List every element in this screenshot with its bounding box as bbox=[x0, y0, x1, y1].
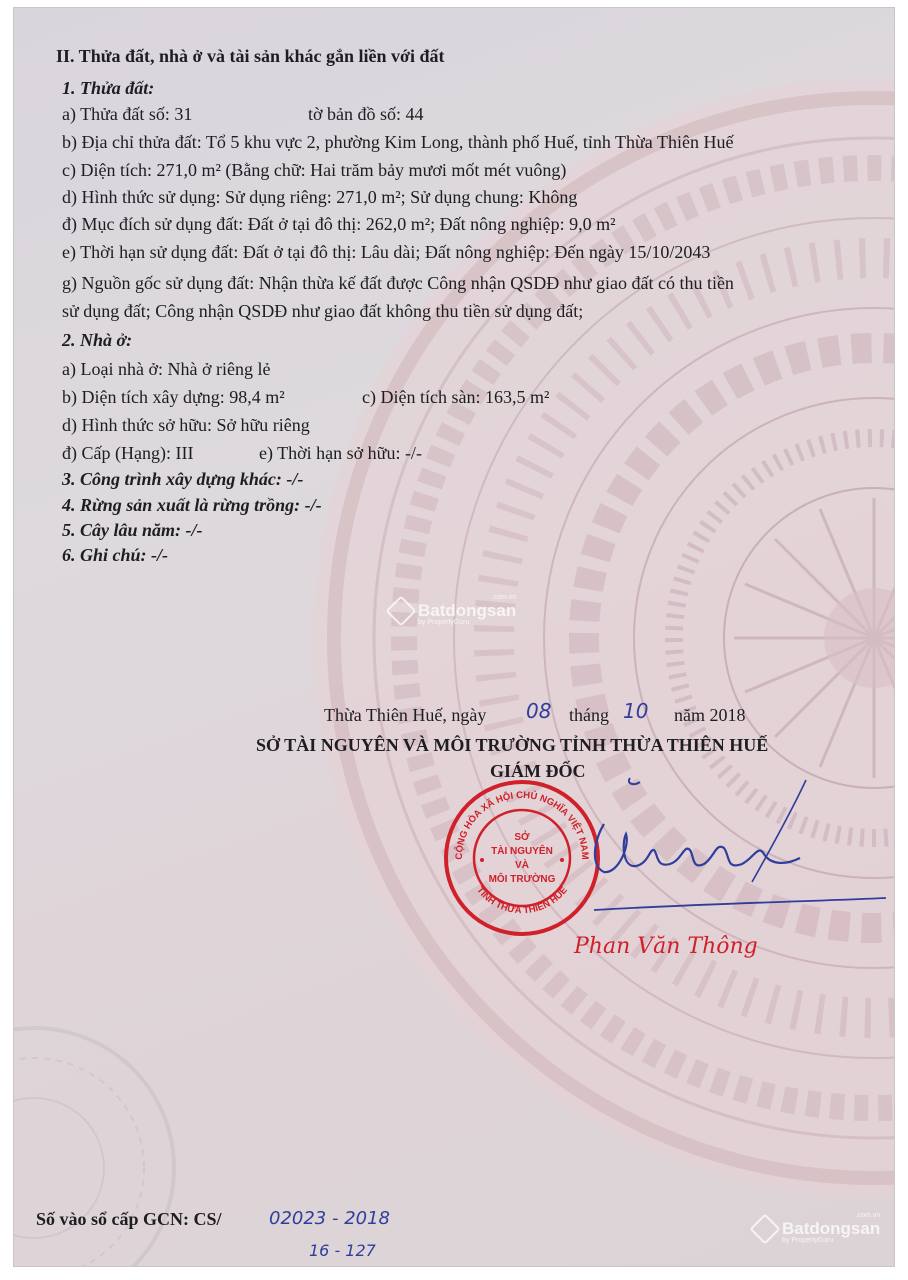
registration-label: Số vào sổ cấp GCN: CS/ bbox=[36, 1209, 222, 1229]
watermark-corner-brand: Batdongsan bbox=[782, 1219, 881, 1238]
section-title: II. Thửa đất, nhà ở và tài sản khác gắn liền với đất bbox=[56, 46, 445, 66]
watermark-corner-tag: by PropertyGuru bbox=[782, 1237, 834, 1244]
land-heading: 1. Thửa đất: bbox=[62, 78, 155, 98]
watermark-corner bbox=[754, 1212, 880, 1245]
watermark-corner-domain: .com.vn bbox=[855, 1212, 881, 1219]
stamp-line-4: MÔI TRƯỜNG bbox=[488, 874, 556, 885]
watermark-tag: by PropertyGuru bbox=[418, 619, 470, 626]
land-map-sheet: tờ bản đồ số: 44 bbox=[308, 104, 424, 124]
stamp-ring-bottom-text: TỈNH THỪA THIÊN HUẾ bbox=[474, 884, 570, 917]
house-floor-area: c) Diện tích sàn: 163,5 m² bbox=[362, 387, 550, 407]
house-ownership-term: e) Thời hạn sở hữu: -/- bbox=[259, 443, 422, 463]
land-use-form: d) Hình thức sử dụng: Sử dụng riêng: 271,0 m²; Sử dụng chung: Không bbox=[62, 187, 578, 207]
watermark-domain: .com.vn bbox=[491, 594, 517, 601]
other-perennial-trees: 5. Cây lâu năm: -/- bbox=[62, 520, 203, 540]
signing-month-label: tháng bbox=[569, 705, 609, 725]
signing-day: 08 bbox=[526, 699, 552, 723]
land-origin-line-2: sử dụng đất; Công nhận QSDĐ như giao đất không thu tiền sử dụng đất; bbox=[62, 301, 584, 321]
signing-year: năm 2018 bbox=[674, 705, 746, 725]
watermark-corner-logo-icon bbox=[749, 1213, 780, 1244]
other-forest: 4. Rừng sản xuất là rừng trồng: -/- bbox=[62, 495, 322, 515]
watermark-brand: Batdongsan bbox=[418, 601, 517, 620]
watermark-center bbox=[390, 594, 516, 627]
land-parcel-number: a) Thửa đất số: 31 bbox=[62, 104, 193, 124]
house-ownership-form: d) Hình thức sở hữu: Sở hữu riêng bbox=[62, 415, 310, 435]
stamp-ring-text: CỘNG HÒA XÃ HỘI CHỦ NGHĨA VIỆT NAM bbox=[453, 789, 591, 860]
signing-month: 10 bbox=[623, 699, 649, 723]
signer-title: GIÁM ĐỐC bbox=[490, 761, 586, 781]
land-origin-line-1: g) Nguồn gốc sử dụng đất: Nhận thừa kế đất được Công nhận QSDĐ như giao đất có thu tiền bbox=[62, 273, 734, 293]
house-built-area: b) Diện tích xây dựng: 98,4 m² bbox=[62, 387, 285, 407]
signing-place-date: Thừa Thiên Huế, ngày bbox=[324, 705, 487, 725]
land-use-purpose: đ) Mục đích sử dụng đất: Đất ở tại đô thị: 262,0 m²; Đất nông nghiệp: 9,0 m² bbox=[62, 214, 616, 234]
stamp-line-3: VÀ bbox=[515, 860, 529, 871]
signer-name: Phan Văn Thông bbox=[574, 934, 758, 959]
registration-sub-number: 16 - 127 bbox=[309, 1241, 376, 1260]
registration-number: 02023 - 2018 bbox=[269, 1208, 391, 1229]
other-notes: 6. Ghi chú: -/- bbox=[62, 545, 169, 565]
house-heading: 2. Nhà ở: bbox=[62, 330, 133, 350]
issuing-agency: SỞ TÀI NGUYÊN VÀ MÔI TRƯỜNG TỈNH THỪA THIÊN HUẾ bbox=[256, 735, 769, 755]
other-works: 3. Công trình xây dựng khác: -/- bbox=[62, 469, 304, 489]
stamp-line-1: SỞ bbox=[514, 832, 530, 843]
certificate-page bbox=[14, 8, 894, 1266]
svg-text:TỈNH THỪA THIÊN HUẾ bbox=[474, 885, 570, 916]
director-signature bbox=[574, 770, 894, 920]
land-use-term: e) Thời hạn sử dụng đất: Đất ở tại đô thị: Lâu dài; Đất nông nghiệp: Đến ngày 15/10/2043 bbox=[62, 242, 711, 262]
land-area: c) Diện tích: 271,0 m² (Bằng chữ: Hai trăm bảy mươi mốt mét vuông) bbox=[62, 160, 567, 180]
house-grade: đ) Cấp (Hạng): III bbox=[62, 443, 194, 463]
house-type: a) Loại nhà ở: Nhà ở riêng lẻ bbox=[62, 359, 271, 379]
watermark-logo-icon bbox=[385, 595, 416, 626]
stamp-line-2: TÀI NGUYÊN bbox=[491, 846, 553, 857]
land-address: b) Địa chỉ thửa đất: Tổ 5 khu vực 2, phường Kim Long, thành phố Huế, tỉnh Thừa Thiên Huế bbox=[62, 132, 734, 152]
